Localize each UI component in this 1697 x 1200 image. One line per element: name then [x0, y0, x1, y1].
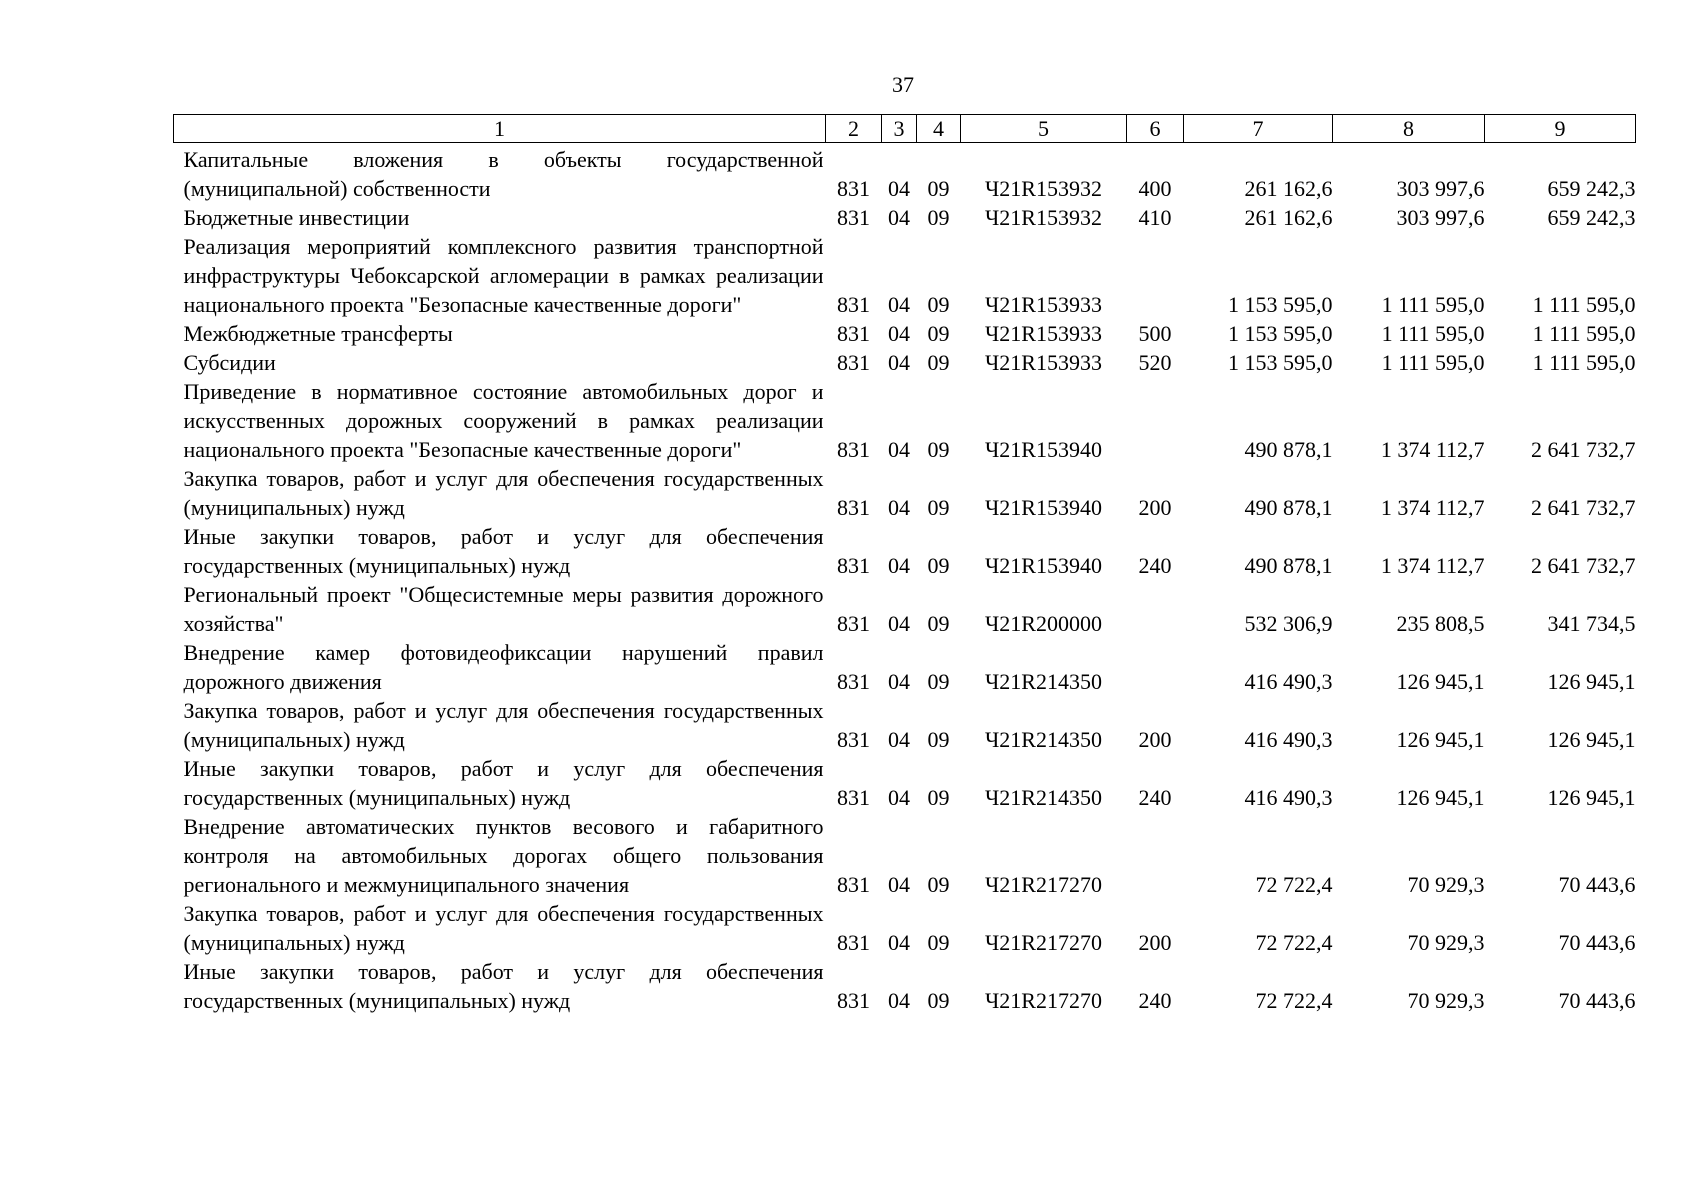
cell-expense-type: [1127, 377, 1184, 464]
table-row: [174, 464, 1636, 522]
cell-subsection: 09: [927, 437, 950, 462]
cell-amount-8: 235 808,5: [1396, 611, 1485, 636]
cell-amount-7: 72 722,4: [1255, 930, 1333, 955]
row-name: Закупка товаров, работ и услуг для обеспечения государственных (муниципальных) нужд: [183, 466, 824, 520]
table-body: [174, 143, 1636, 1016]
table-row: [174, 754, 1636, 812]
cell-admin-code: 831: [837, 930, 870, 955]
cell-admin-code: 831: [837, 872, 870, 897]
cell-expense-type: 500: [1138, 321, 1172, 346]
cell-admin-code: 831: [837, 553, 870, 578]
cell-amount-7: 490 878,1: [1244, 495, 1333, 520]
cell-amount-9: 70 443,6: [1558, 988, 1636, 1013]
column-header: 1: [174, 115, 826, 143]
column-header: 3: [882, 115, 917, 143]
row-name: Межбюджетные трансферты: [183, 321, 453, 346]
cell-admin-code: 831: [837, 495, 870, 520]
cell-subsection: 09: [927, 930, 950, 955]
row-name: Капитальные вложения в объекты государственной (муниципальной) собственности: [183, 147, 824, 201]
cell-target-article: Ч21R217270: [985, 872, 1102, 897]
table-row: [174, 638, 1636, 696]
cell-expense-type: 240: [1138, 785, 1172, 810]
cell-amount-9: 1 111 595,0: [1532, 321, 1636, 346]
cell-amount-9: 659 242,3: [1547, 176, 1636, 201]
cell-section: 04: [888, 176, 910, 201]
row-name: Реализация мероприятий комплексного развития транспортной инфраструктуры Чебоксарской агломерации в рамках реализации национального проекта "Безопасные качественные дороги": [183, 234, 824, 317]
cell-admin-code: 831: [837, 785, 870, 810]
cell-amount-9: 2 641 732,7: [1531, 495, 1636, 520]
cell-expense-type: 410: [1138, 205, 1172, 230]
cell-section: 04: [888, 350, 910, 375]
cell-subsection: 09: [927, 321, 950, 346]
cell-amount-7: 72 722,4: [1255, 872, 1333, 897]
cell-section: 04: [888, 321, 910, 346]
cell-target-article: Ч21R217270: [985, 930, 1102, 955]
cell-amount-7: 1 153 595,0: [1228, 321, 1333, 346]
cell-amount-9: 126 945,1: [1547, 669, 1636, 694]
row-name: Закупка товаров, работ и услуг для обеспечения государственных (муниципальных) нужд: [183, 698, 824, 752]
column-header: 7: [1184, 115, 1333, 143]
cell-amount-9: 70 443,6: [1558, 872, 1636, 897]
table-row: [174, 203, 1636, 232]
cell-section: 04: [888, 292, 910, 317]
cell-target-article: Ч21R153933: [985, 292, 1102, 317]
row-name: Внедрение камер фотовидеофиксации нарушений правил дорожного движения: [183, 640, 824, 694]
cell-amount-9: 126 945,1: [1547, 785, 1636, 810]
cell-expense-type: 200: [1138, 727, 1172, 752]
table-row: [174, 348, 1636, 377]
cell-section: 04: [888, 930, 910, 955]
cell-admin-code: 831: [837, 205, 870, 230]
cell-target-article: Ч21R153933: [985, 321, 1102, 346]
cell-target-article: Ч21R214350: [985, 669, 1102, 694]
cell-amount-8: 126 945,1: [1396, 785, 1485, 810]
cell-expense-type: [1127, 232, 1184, 319]
table-row: [174, 580, 1636, 638]
cell-expense-type: [1127, 812, 1184, 899]
cell-admin-code: 831: [837, 437, 870, 462]
cell-amount-9: 2 641 732,7: [1531, 437, 1636, 462]
cell-expense-type: [1127, 580, 1184, 638]
cell-amount-7: 532 306,9: [1244, 611, 1333, 636]
cell-section: 04: [888, 205, 910, 230]
table-row: [174, 319, 1636, 348]
cell-section: 04: [888, 553, 910, 578]
cell-amount-9: 70 443,6: [1558, 930, 1636, 955]
cell-amount-8: 303 997,6: [1396, 176, 1485, 201]
page-number: 37: [892, 72, 914, 97]
cell-admin-code: 831: [837, 727, 870, 752]
table-row: [174, 696, 1636, 754]
cell-section: 04: [888, 872, 910, 897]
cell-subsection: 09: [927, 176, 950, 201]
column-header: 8: [1333, 115, 1485, 143]
cell-admin-code: 831: [837, 611, 870, 636]
cell-subsection: 09: [927, 350, 950, 375]
cell-subsection: 09: [927, 727, 950, 752]
cell-admin-code: 831: [837, 988, 870, 1013]
cell-expense-type: 200: [1138, 495, 1172, 520]
cell-target-article: Ч21R153932: [985, 176, 1102, 201]
cell-target-article: Ч21R200000: [985, 611, 1102, 636]
cell-subsection: 09: [927, 553, 950, 578]
cell-amount-9: 1 111 595,0: [1532, 292, 1636, 317]
row-name: Закупка товаров, работ и услуг для обеспечения государственных (муниципальных) нужд: [183, 901, 824, 955]
cell-admin-code: 831: [837, 292, 870, 317]
row-name: Приведение в нормативное состояние автомобильных дорог и искусственных дорожных сооружений в рамках реализации национального проекта "Безопасные качественные дороги": [183, 379, 824, 462]
cell-amount-7: 416 490,3: [1244, 727, 1333, 752]
table-row: [174, 899, 1636, 957]
cell-amount-7: 490 878,1: [1244, 437, 1333, 462]
cell-subsection: 09: [927, 988, 950, 1013]
cell-target-article: Ч21R214350: [985, 785, 1102, 810]
column-header: 4: [917, 115, 961, 143]
cell-expense-type: 400: [1138, 176, 1172, 201]
table-row: [174, 143, 1636, 204]
cell-amount-8: 70 929,3: [1407, 988, 1485, 1013]
cell-section: 04: [888, 785, 910, 810]
row-name: Иные закупки товаров, работ и услуг для обеспечения государственных (муниципальных) нужд: [183, 756, 824, 810]
cell-amount-7: 72 722,4: [1255, 988, 1333, 1013]
column-header: 5: [961, 115, 1127, 143]
table-header-row: [174, 115, 1636, 143]
column-header: 6: [1127, 115, 1184, 143]
cell-amount-7: 490 878,1: [1244, 553, 1333, 578]
cell-amount-9: 2 641 732,7: [1531, 553, 1636, 578]
cell-expense-type: 200: [1138, 930, 1172, 955]
cell-section: 04: [888, 988, 910, 1013]
cell-expense-type: 520: [1138, 350, 1172, 375]
cell-amount-8: 303 997,6: [1396, 205, 1485, 230]
row-name: Иные закупки товаров, работ и услуг для обеспечения государственных (муниципальных) нужд: [183, 524, 824, 578]
cell-target-article: Ч21R153940: [985, 437, 1102, 462]
cell-admin-code: 831: [837, 176, 870, 201]
row-name: Бюджетные инвестиции: [183, 205, 410, 230]
cell-section: 04: [888, 495, 910, 520]
cell-amount-8: 126 945,1: [1396, 727, 1485, 752]
cell-section: 04: [888, 669, 910, 694]
cell-amount-8: 1 374 112,7: [1380, 553, 1485, 578]
cell-amount-7: 261 162,6: [1244, 176, 1333, 201]
cell-target-article: Ч21R153932: [985, 205, 1102, 230]
cell-target-article: Ч21R214350: [985, 727, 1102, 752]
cell-amount-7: 1 153 595,0: [1228, 292, 1333, 317]
cell-admin-code: 831: [837, 669, 870, 694]
cell-target-article: Ч21R153933: [985, 350, 1102, 375]
cell-subsection: 09: [927, 495, 950, 520]
cell-expense-type: [1127, 638, 1184, 696]
cell-amount-8: 1 111 595,0: [1381, 321, 1485, 346]
cell-target-article: Ч21R153940: [985, 553, 1102, 578]
cell-amount-8: 70 929,3: [1407, 930, 1485, 955]
table-row: [174, 377, 1636, 464]
cell-subsection: 09: [927, 292, 950, 317]
table-row: [174, 522, 1636, 580]
cell-subsection: 09: [927, 785, 950, 810]
cell-amount-8: 1 374 112,7: [1380, 437, 1485, 462]
budget-table: [173, 114, 1636, 1015]
row-name: Внедрение автоматических пунктов весового и габаритного контроля на автомобильных дорогах общего пользования регионального и межмуниципального значения: [183, 814, 824, 897]
table-row: [174, 812, 1636, 899]
cell-subsection: 09: [927, 205, 950, 230]
cell-section: 04: [888, 727, 910, 752]
cell-subsection: 09: [927, 669, 950, 694]
cell-subsection: 09: [927, 611, 950, 636]
cell-amount-9: 1 111 595,0: [1532, 350, 1636, 375]
cell-amount-8: 1 374 112,7: [1380, 495, 1485, 520]
cell-amount-7: 416 490,3: [1244, 669, 1333, 694]
cell-expense-type: 240: [1138, 988, 1172, 1013]
cell-amount-7: 1 153 595,0: [1228, 350, 1333, 375]
cell-target-article: Ч21R217270: [985, 988, 1102, 1013]
cell-amount-8: 1 111 595,0: [1381, 350, 1485, 375]
column-header: 2: [826, 115, 882, 143]
cell-amount-8: 126 945,1: [1396, 669, 1485, 694]
cell-amount-8: 70 929,3: [1407, 872, 1485, 897]
cell-section: 04: [888, 437, 910, 462]
table-row: [174, 232, 1636, 319]
cell-amount-7: 261 162,6: [1244, 205, 1333, 230]
cell-section: 04: [888, 611, 910, 636]
cell-subsection: 09: [927, 872, 950, 897]
cell-target-article: Ч21R153940: [985, 495, 1102, 520]
cell-amount-8: 1 111 595,0: [1381, 292, 1485, 317]
cell-amount-9: 341 734,5: [1547, 611, 1636, 636]
cell-amount-7: 416 490,3: [1244, 785, 1333, 810]
row-name: Субсидии: [183, 350, 276, 375]
cell-expense-type: 240: [1138, 553, 1172, 578]
cell-amount-9: 659 242,3: [1547, 205, 1636, 230]
row-name: Региональный проект "Общесистемные меры развития дорожного хозяйства": [183, 582, 824, 636]
cell-amount-9: 126 945,1: [1547, 727, 1636, 752]
cell-admin-code: 831: [837, 321, 870, 346]
table-row: [174, 957, 1636, 1015]
cell-admin-code: 831: [837, 350, 870, 375]
row-name: Иные закупки товаров, работ и услуг для обеспечения государственных (муниципальных) нужд: [183, 959, 824, 1013]
column-header: 9: [1485, 115, 1636, 143]
